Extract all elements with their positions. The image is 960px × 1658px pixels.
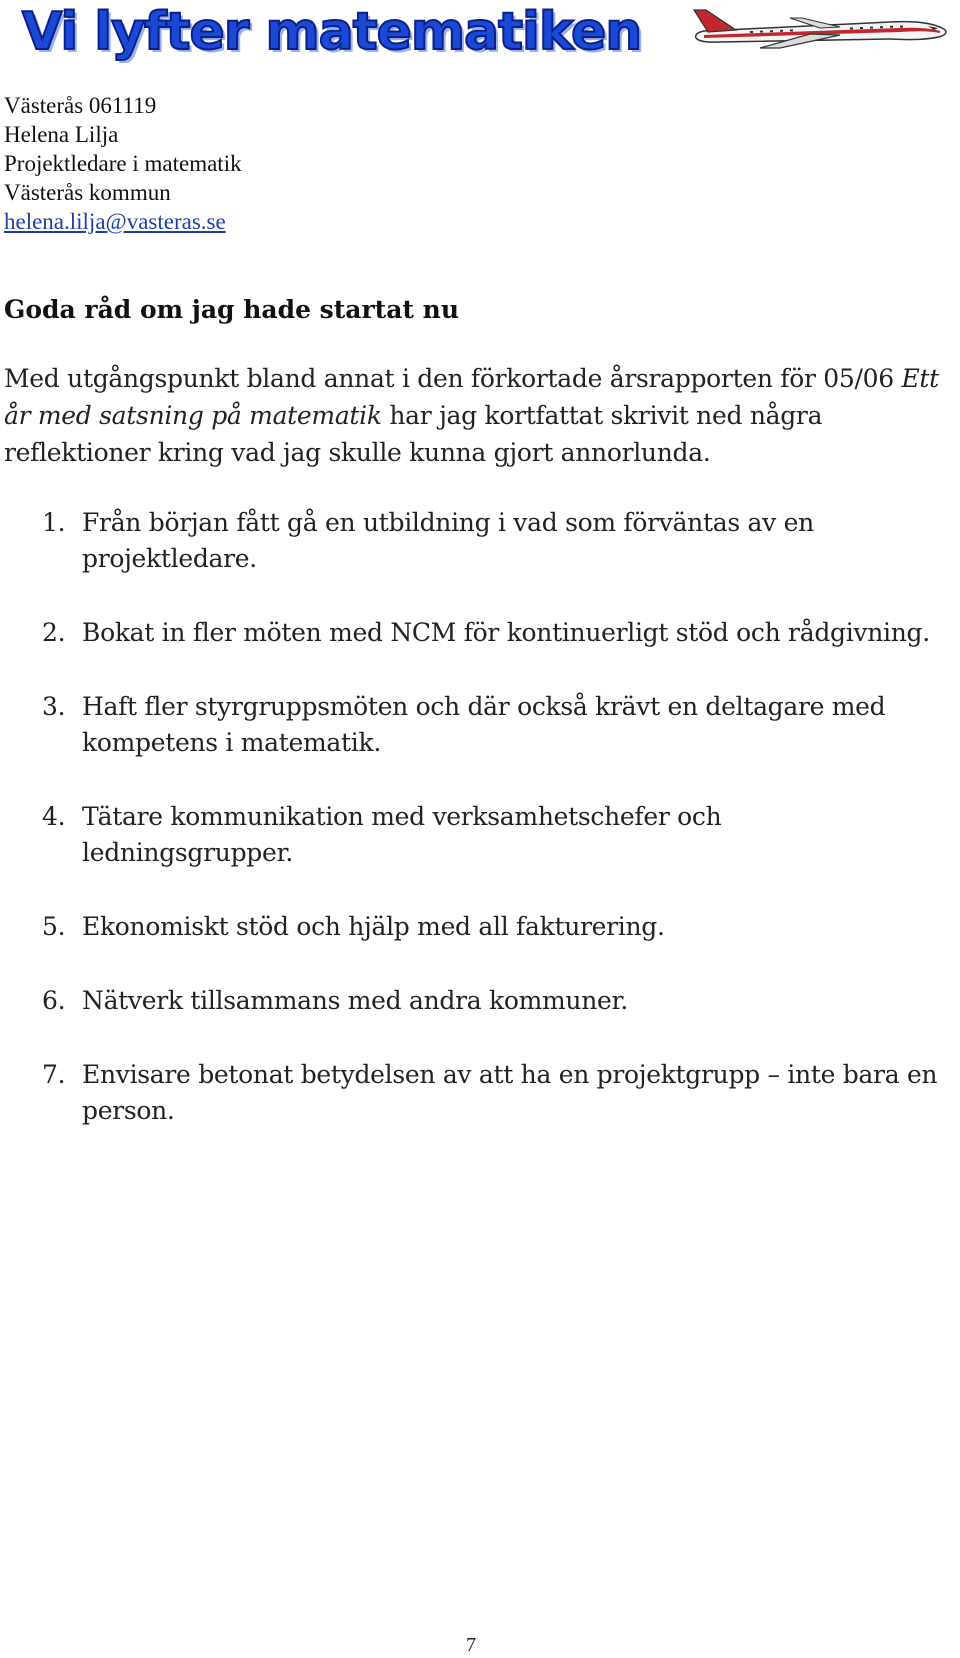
item-text: Nätverk tillsammans med andra kommuner. <box>82 986 629 1015</box>
item-number: 4. <box>42 802 66 831</box>
sender-name: Helena Lilja <box>4 122 119 147</box>
item-text: Ekonomiskt stöd och hjälp med all fakturering. <box>82 912 665 941</box>
item-text: Från början fått gå en utbildning i vad som förväntas av en projektledare. <box>82 508 814 573</box>
item-number: 7. <box>42 1060 66 1089</box>
item-text: Envisare betonat betydelsen av att ha en projektgrupp – inte bara en person. <box>82 1060 938 1125</box>
intro-paragraph <box>4 360 944 471</box>
intro-text-end: har jag kortfattat skrivit ned några reflektioner kring vad jag skulle kunna gjort annorlunda. <box>4 401 823 467</box>
airplane-icon <box>690 8 952 50</box>
banner-title: Vi lyfter matematiken <box>22 2 642 62</box>
article-heading: Goda råd om jag hade startat nu <box>4 295 460 324</box>
list-item <box>0 505 940 577</box>
advice-list <box>0 505 940 1167</box>
list-item <box>0 983 940 1019</box>
page-banner <box>0 0 960 70</box>
sender-organization: Västerås kommun <box>4 180 171 205</box>
item-number: 2. <box>42 618 66 647</box>
list-item <box>0 615 940 651</box>
sender-block <box>4 91 242 236</box>
list-item <box>0 1057 940 1129</box>
place-date: Västerås 061119 <box>4 93 157 118</box>
item-number: 5. <box>42 912 66 941</box>
item-number: 1. <box>42 508 66 537</box>
list-item <box>0 909 940 945</box>
item-text: Haft fler styrgruppsmöten och där också krävt en deltagare med kompetens i matematik. <box>82 692 886 757</box>
list-item <box>0 689 940 761</box>
item-number: 6. <box>42 986 66 1015</box>
report-title: Ett år med satsning på matematik <box>4 364 939 430</box>
page-number: 7 <box>466 1634 476 1656</box>
item-text: Bokat in fler möten med NCM för kontinuerligt stöd och rådgivning. <box>82 618 930 647</box>
intro-text-start: Med utgångspunkt bland annat i den förkortade årsrapporten för 05/06 <box>4 364 902 393</box>
sender-role: Projektledare i matematik <box>4 151 242 176</box>
list-item <box>0 799 940 871</box>
item-text: Tätare kommunikation med verksamhetschefer och ledningsgrupper. <box>82 802 722 867</box>
email-link[interactable]: helena.lilja@vasteras.se <box>4 209 226 234</box>
item-number: 3. <box>42 692 66 721</box>
